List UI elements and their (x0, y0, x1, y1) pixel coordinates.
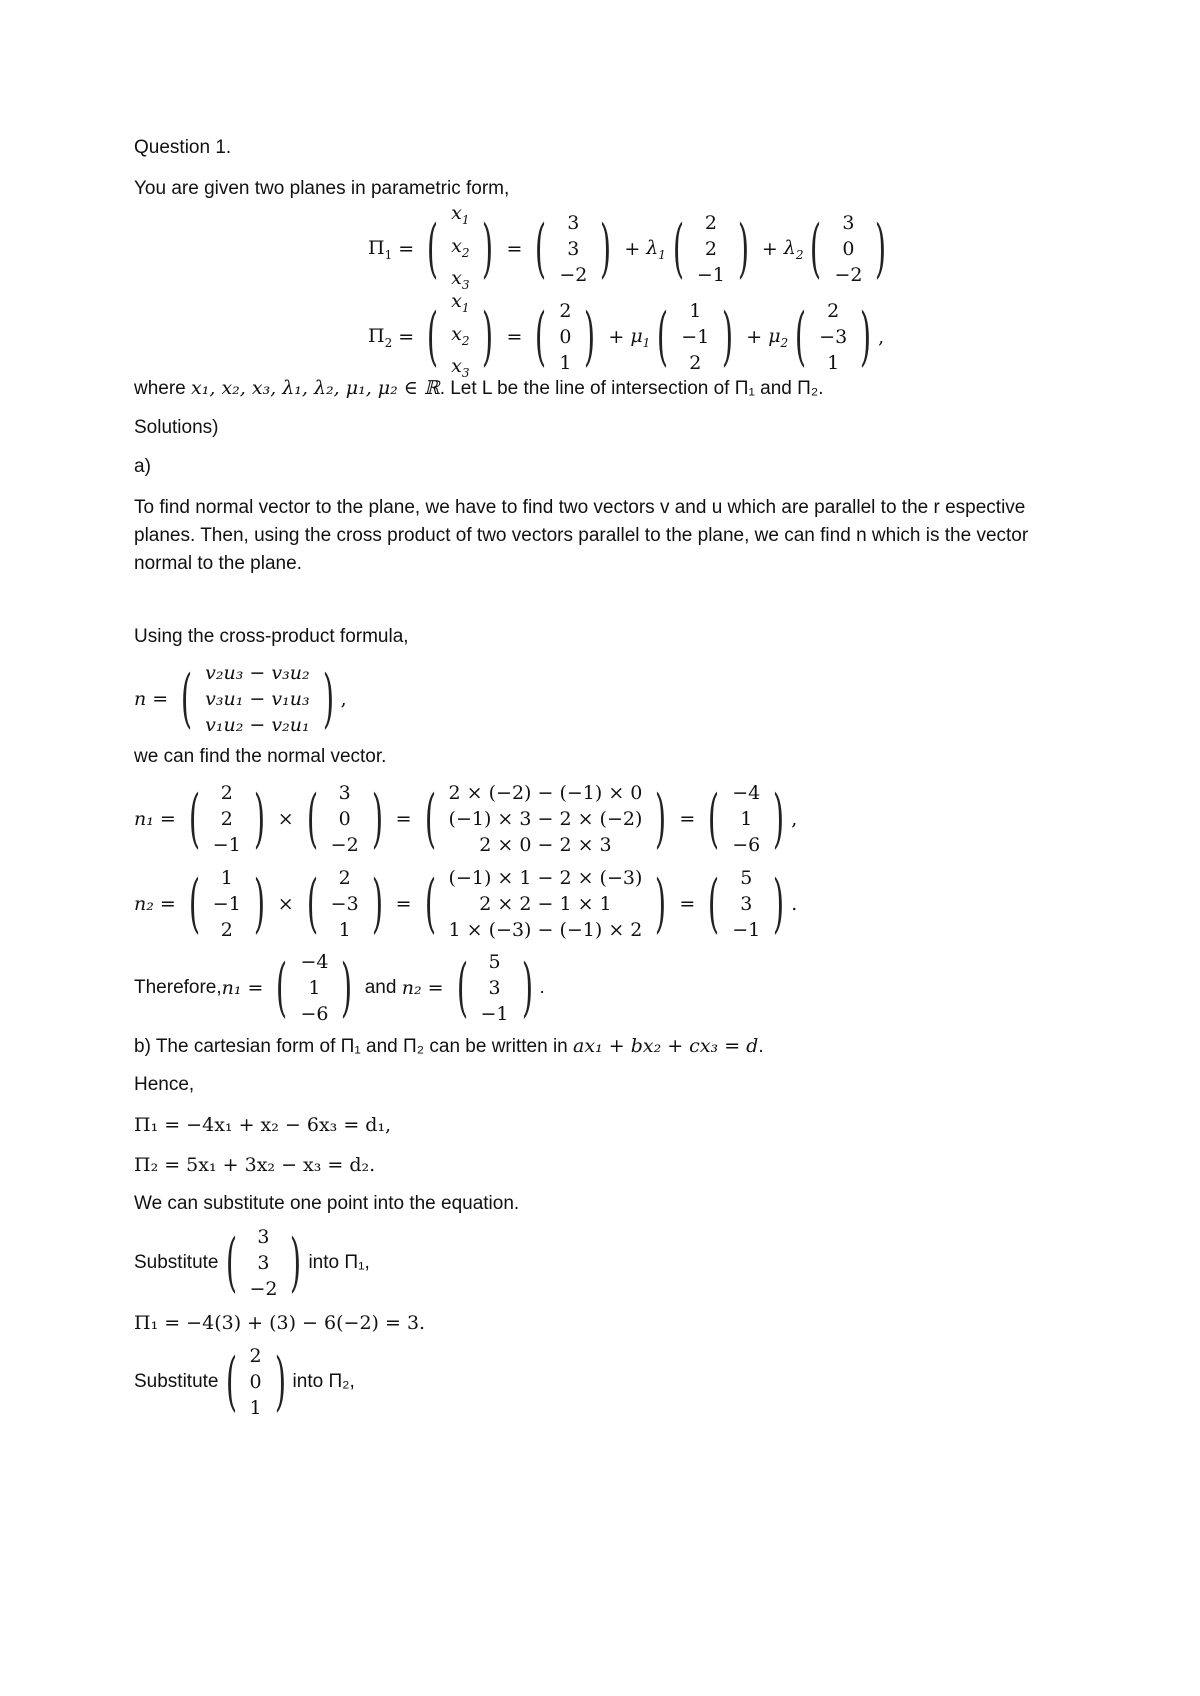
cross-formula: n = ( v₂u₃ − v₃u₂ v₃u₁ − v₁u₃ v₁u₂ − v₂u₁ ) , (134, 662, 347, 736)
pi1-value: Π₁ = −4(3) + (3) − 6(−2) = 3. (134, 1312, 426, 1334)
n2-result-vector: 5 3 −1 (732, 867, 761, 941)
substitute-intro: We can substitute one point into the equation. (134, 1193, 520, 1214)
therefore-line: Therefore, n₁ = ( −4 1 −6 ) and n₂ = ( 5 3 −1 ) . (134, 951, 545, 1025)
plane2-x-vector: $x_1$ $x_2$ $x_3$ (451, 289, 470, 381)
cross-formula-vector: v₂u₃ − v₃u₂ v₃u₁ − v₁u₃ v₁u₂ − v₂u₁ (205, 662, 310, 736)
intro-text: You are given two planes in parametric form, (134, 178, 510, 199)
pi1-cartesian: Π₁ = −4x₁ + x₂ − 6x₃ = d₁, (134, 1114, 392, 1136)
plane2-equation: $\Pi_2$ = ( $x_1$ $x_2$ $x_3$ ) = ( 2 0 1 ) + $\mu_1$ ( 1 −1 2 ) + $\mu_2$ ( 2 −3 1 ) , (368, 296, 884, 378)
plane1-equation: $\Pi_1$ = ( $x_1$ $x_2$ $x_3$ ) = ( 3 3 −2 ) + $\lambda_1$ ( 2 2 −1 ) + $\lambda_2$ ( 3 0 −2 ) (368, 208, 893, 290)
plane2-base-vector: 2 0 1 (559, 300, 572, 374)
part-a-label: a) (134, 456, 151, 477)
where-line: where x₁, x₂, x₃, λ₁, λ₂, μ₁, μ₂ ∈ ℝ. Let L be the line of intersection of Π₁ and Π₂. (134, 377, 824, 399)
n1-calculation: n₁ = ( 2 2 −1 ) × ( 3 0 −2 ) = ( 2 × (−2) − (−1) × 0 (−1) × 3 − 2 × (−2) 2 × 0 − 2 × 3 ) = ( −4 1 −6 ) , (134, 782, 798, 856)
plane1-x-vector: $x_1$ $x_2$ $x_3$ (451, 201, 470, 293)
normal-intro: we can find the normal vector. (134, 746, 387, 767)
plane1-dir2-vector: 3 0 −2 (834, 212, 863, 286)
substitute-1-line: Substitute ( 3 3 −2 ) into Π₁, (134, 1226, 370, 1300)
pi2-cartesian: Π₂ = 5x₁ + 3x₂ − x₃ = d₂. (134, 1154, 376, 1176)
solutions-label: Solutions) (134, 417, 219, 438)
part-b-line: b) The cartesian form of Π₁ and Π₂ can be written in ax₁ + bx₂ + cx₃ = d. (134, 1035, 764, 1057)
substitute-2-line: Substitute ( 2 0 1 ) into Π₂, (134, 1345, 355, 1419)
n1-result-vector: −4 1 −6 (732, 782, 761, 856)
n2-calculation: n₂ = ( 1 −1 2 ) × ( 2 −3 1 ) = ( (−1) × 1 − 2 × (−3) 2 × 2 − 1 × 1 1 × (−3) − (−1) × 2 ) = ( 5 3 −1 ) . (134, 867, 798, 941)
plane1-dir1-vector: 2 2 −1 (696, 212, 725, 286)
plane1-lhs: $\Pi_1$ (368, 236, 393, 262)
plane2-lhs: $\Pi_2$ (368, 324, 393, 350)
cross-intro: Using the cross-product formula, (134, 626, 409, 647)
part-a-paragraph: To find normal vector to the plane, we have to find two vectors v and u which are parallel to the r espective planes. Then, using the cross product of two vectors parallel to the plane, we can find n which is the vector normal to the plane. (134, 497, 1029, 574)
question-title: Question 1. (134, 137, 232, 158)
plane2-dir1-vector: 1 −1 2 (681, 300, 710, 374)
plane2-dir2-vector: 2 −3 1 (819, 300, 848, 374)
hence-label: Hence, (134, 1074, 195, 1095)
plane1-base-vector: 3 3 −2 (559, 212, 588, 286)
